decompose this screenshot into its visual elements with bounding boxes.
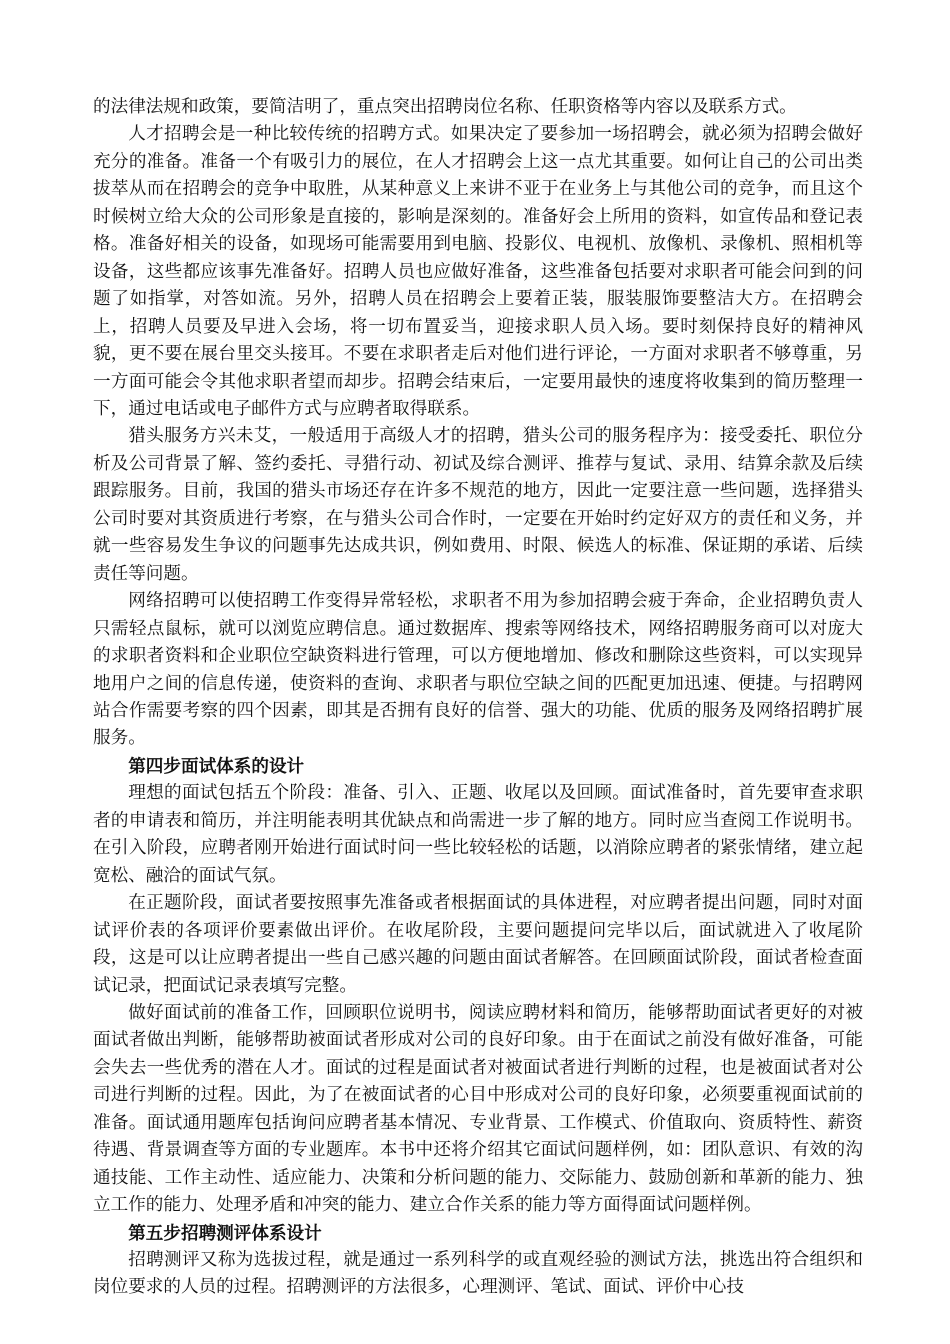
paragraph-job-fair: 人才招聘会是一种比较传统的招聘方式。如果决定了要参加一场招聘会，就必须为招聘会做好充分的准备。准备一个有吸引力的展位，在人才招聘会上这一点尤其重要。如何让自己的公司出类拔萃从而在招聘会的竞争中取胜，从某种意义上来讲不亚于在业务上与其他公司的竞争，而且这个时候树立给大众的公司形象是直接的，影响是深刻的。准备好会上所用的资料，如宣传品和登记表格。准备好相关的设备，如现场可能需要用到电脑、投影仪、电视机、放像机、录像机、照相机等设备，这些都应该事先准备好。招聘人员也应做好准备，这些准备包括要对求职者可能会问到的问题了如指掌，对答如流。另外，招聘人员在招聘会上要着正装，服装服饰要整洁大方。在招聘会上，招聘人员要及早进入会场，将一切布置妥当，迎接求职人员入场。要时刻保持良好的精神风貌，更不要在展台里交头接耳。不要在求职者走后对他们进行评论，一方面对求职者不够尊重，另一方面可能会令其他求职者望而却步。招聘会结束后，一定要用最快的速度将收集到的简历整理一下，通过电话或电子邮件方式与应聘者取得联系。 — [93, 124, 863, 419]
paragraph-online-recruitment: 网络招聘可以使招聘工作变得异常轻松，求职者不用为参加招聘会疲于奔命，企业招聘负责人只需轻点鼠标，就可以浏览应聘信息。通过数据库、搜索等网络技术，网络招聘服务商可以对庞大的求职者资料和企业职位空缺资料进行管理，可以方便地增加、修改和删除这些资料，可以实现异地用户之间的信息传递，使资料的查询、求职者与职位空缺之间的匹配更加迅速、便捷。与招聘网站合作需要考察的四个因素，即其是否拥有良好的信誉、强大的功能、优质的服务及网络招聘扩展服务。 — [93, 591, 863, 749]
paragraph-assessment: 招聘测评又称为选拔过程，就是通过一系列科学的或直观经验的测试方法，挑选出符合组织和岗位要求的人员的过程。招聘测评的方法很多，心理测评、笔试、面试、评价中心技 — [93, 1250, 863, 1298]
paragraph-interview-body: 在正题阶段，面试者要按照事先准备或者根据面试的具体进程，对应聘者提出问题，同时对面试评价表的各项评价要素做出评价。在收尾阶段，主要问题提问完毕以后，面试就进入了收尾阶段，这是可以让应聘者提出一些自己感兴趣的问题由面试者解答。在回顾面试阶段，面试者检查面试记录，把面试记录表填写完整。 — [93, 893, 863, 996]
paragraph-interview-preparation: 做好面试前的准备工作，回顾职位说明书，阅读应聘材料和简历，能够帮助面试者更好的对被面试者做出判断，能够帮助被面试者形成对公司的良好印象。由于在面试之前没有做好准备，可能会失去一些优秀的潜在人才。面试的过程是面试者对被面试者进行判断的过程，也是被面试者对公司进行判断的过程。因此，为了在被面试者的心目中形成对公司的良好印象，必须要重视面试前的准备。面试通用题库包括询问应聘者基本情况、专业背景、工作模式、价值取向、资质特性、薪资待遇、背景调查等方面的专业题库。本书中还将介绍其它面试问题样例，如：团队意识、有效的沟通技能、工作主动性、适应能力、决策和分析问题的能力、交际能力、鼓励创新和革新的能力、独立工作的能力、处理矛盾和冲突的能力、建立合作关系的能力等方面得面试问题样例。 — [93, 1002, 863, 1216]
document-page — [93, 94, 863, 1302]
paragraph-interview-stages: 理想的面试包括五个阶段：准备、引入、正题、收尾以及回顾。面试准备时，首先要审查求职者的申请表和简历，并注明能表明其优缺点和尚需进一步了解的地方。同时应当查阅工作说明书。在引入阶段，应聘者刚开始进行面试时问一些比较轻松的话题，以消除应聘者的紧张情绪，建立起宽松、融洽的面试气氛。 — [93, 783, 863, 886]
section-heading-step5: 第五步招聘测评体系设计 — [128, 1222, 322, 1244]
section-heading-step4: 第四步面试体系的设计 — [128, 755, 305, 777]
paragraph-headhunting: 猎头服务方兴未艾，一般适用于高级人才的招聘，猎头公司的服务程序为：接受委托、职位分析及公司背景了解、签约委托、寻猎行动、初试及综合测评、推荐与复试、录用、结算余款及后续跟踪服务。目前，我国的猎头市场还存在许多不规范的地方，因此一定要注意一些问题，选择猎头公司时要对其资质进行考察，在与猎头公司合作时，一定要在开始时约定好双方的责任和义务，并就一些容易发生争议的问题事先达成共识，例如费用、时限、候选人的标准、保证期的承诺、后续责任等问题。 — [93, 426, 863, 584]
paragraph-continuation: 的法律法规和政策，要简洁明了，重点突出招聘岗位名称、任职资格等内容以及联系方式。 — [93, 97, 797, 117]
